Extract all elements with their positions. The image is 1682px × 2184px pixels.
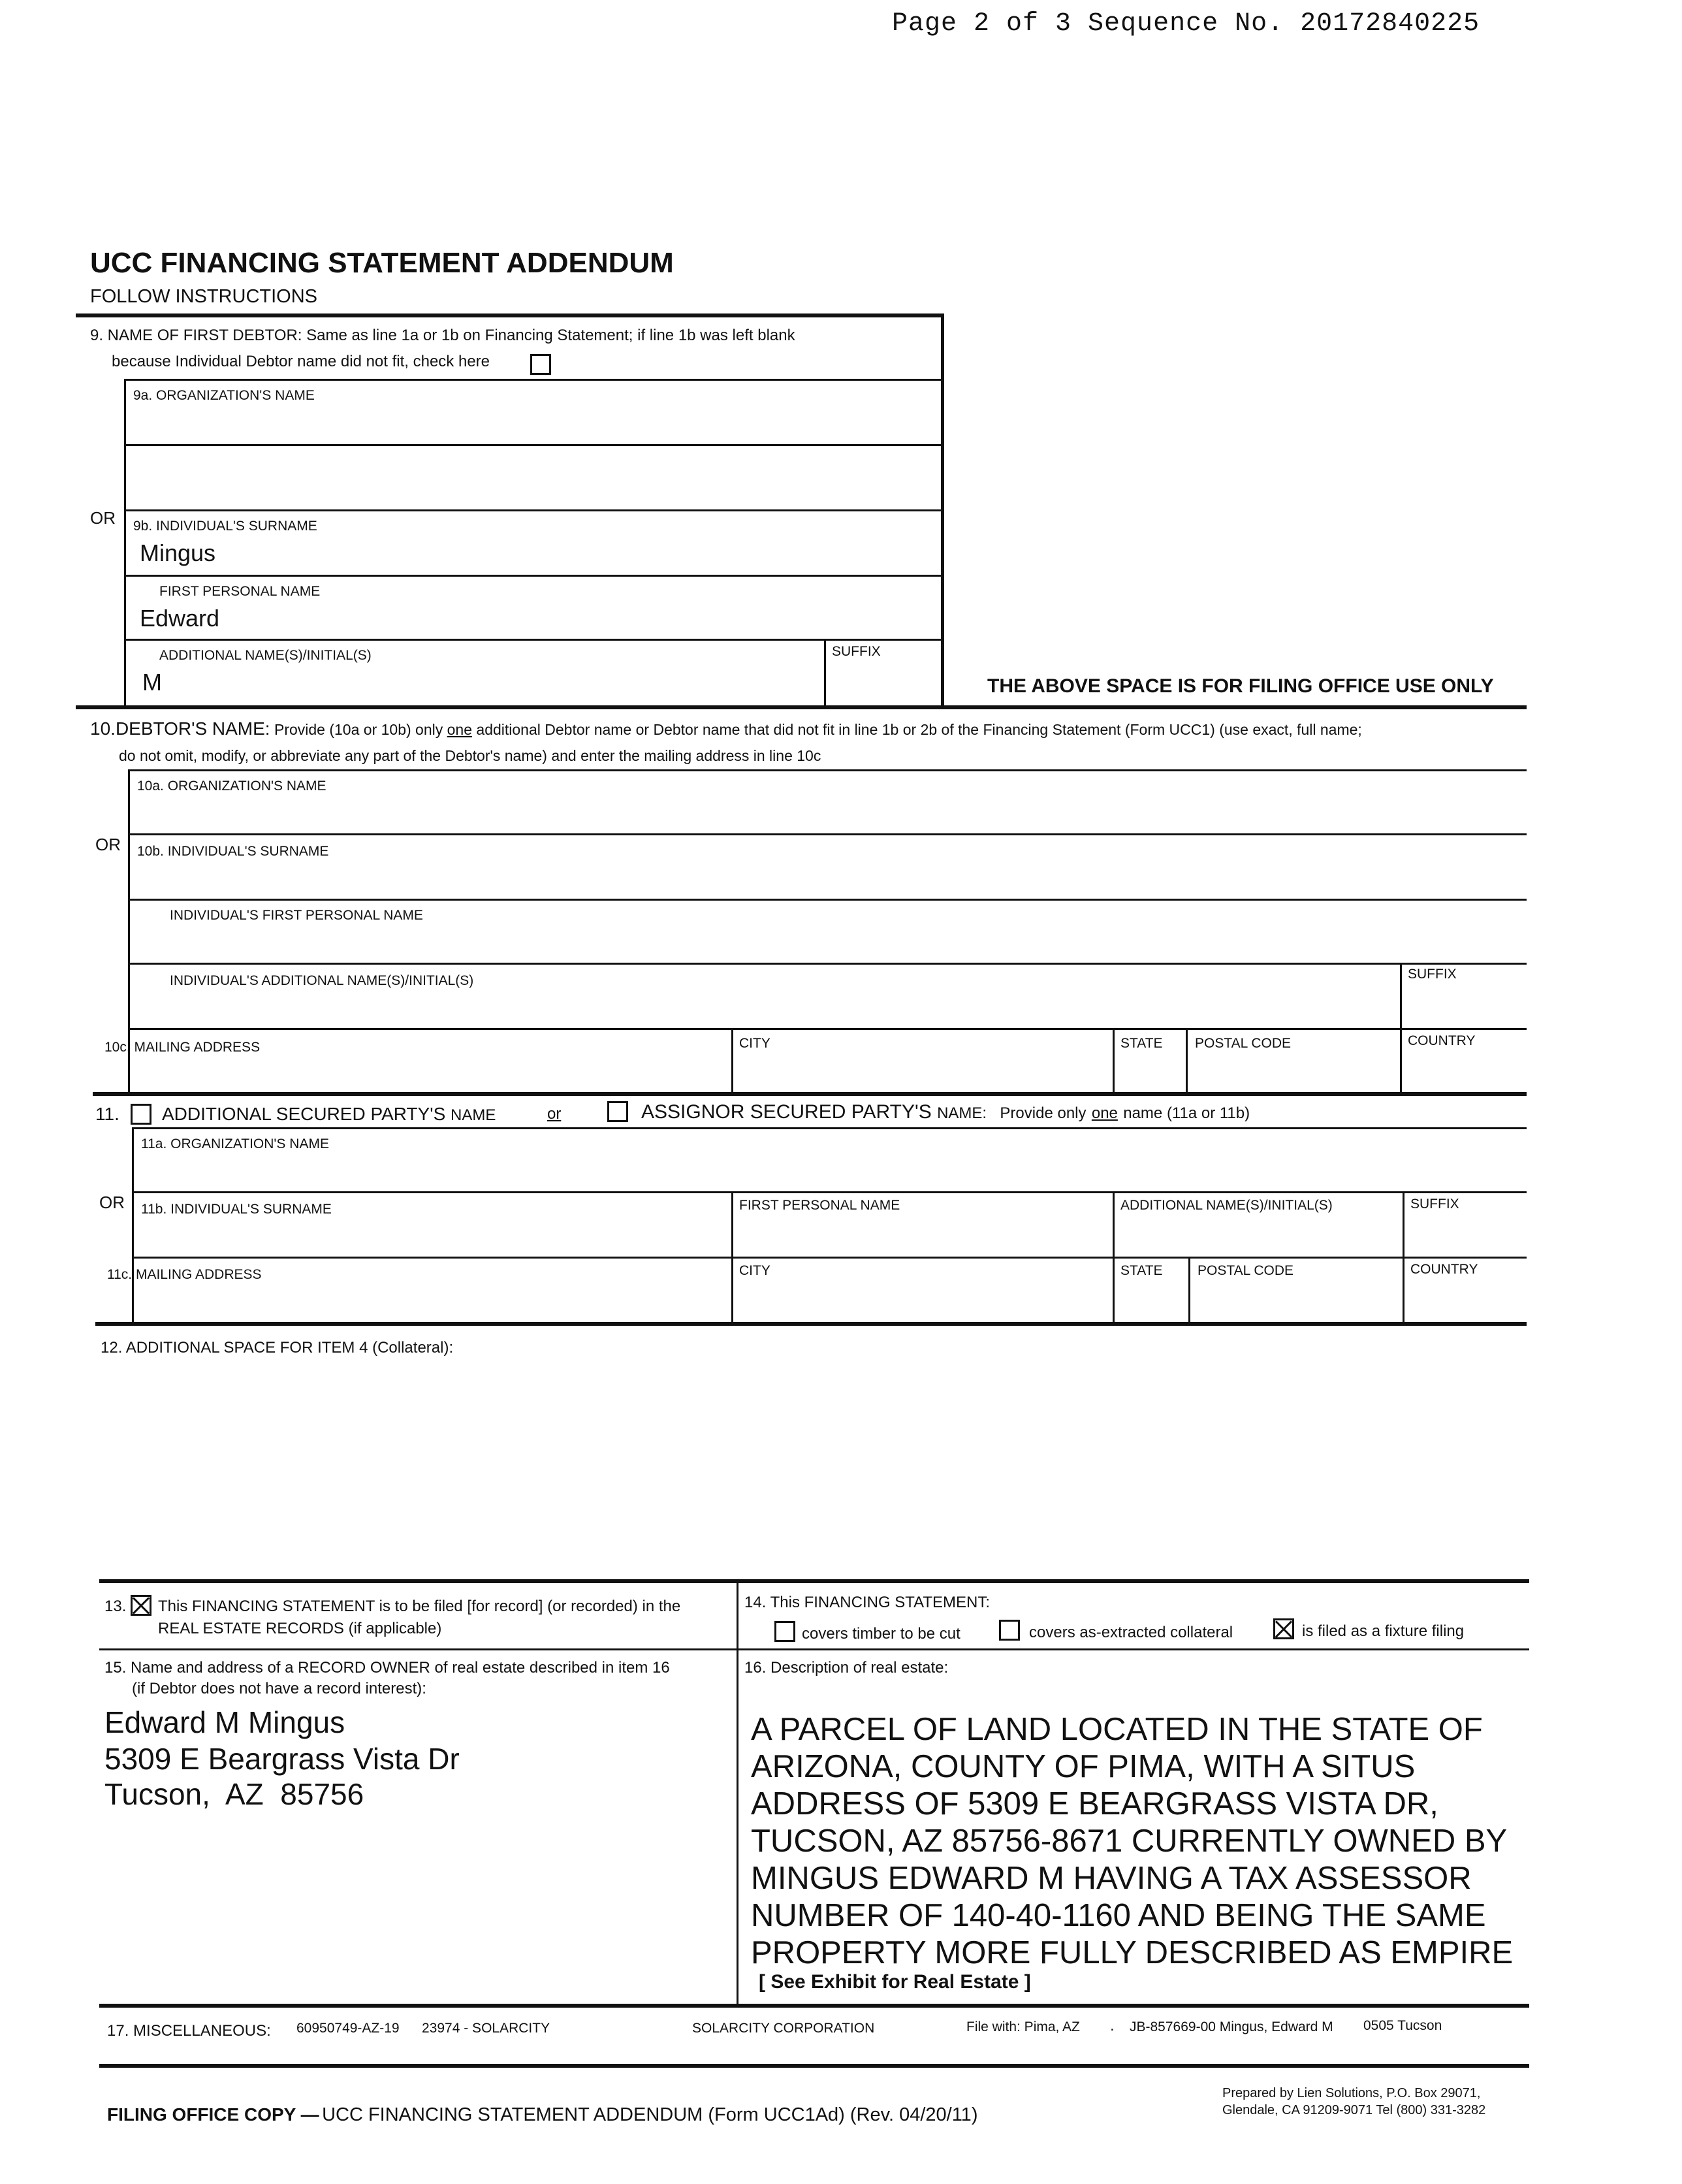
item11-num: 11. — [95, 1104, 119, 1124]
item16-desc-line: A PARCEL OF LAND LOCATED IN THE STATE OF — [751, 1712, 1483, 1747]
item11-or-word: or — [547, 1105, 562, 1123]
item14-timber-checkbox[interactable] — [774, 1621, 795, 1642]
item11-state-divider — [1113, 1257, 1115, 1322]
item9a-label: 9a. ORGANIZATION'S NAME — [133, 388, 315, 403]
item16-desc-line: MINGUS EDWARD M HAVING A TAX ASSESSOR — [751, 1861, 1472, 1896]
item13-checkbox[interactable] — [131, 1595, 151, 1616]
item15-line1: 15. Name and address of a RECORD OWNER of real estate described in item 16 — [104, 1659, 670, 1677]
item10-num: 10. — [90, 718, 116, 739]
item11-first-name-label: FIRST PERSONAL NAME — [739, 1198, 900, 1213]
item16-desc-line: PROPERTY MORE FULLY DESCRIBED AS EMPIRE — [751, 1935, 1514, 1970]
item11-provide-b: name (11a or 11b) — [1123, 1104, 1250, 1122]
item11-name-colon: NAME: — [937, 1104, 987, 1122]
item10b-label: 10b. INDIVIDUAL'S SURNAME — [137, 844, 329, 859]
item10-row-b-top — [128, 833, 1527, 835]
item11-row-c-top — [132, 1257, 1527, 1259]
item9-heading-line1: 9. NAME OF FIRST DEBTOR: Same as line 1a or 1b on Financing Statement; if line 1b was left blank — [90, 327, 795, 344]
item11-row-a-top — [132, 1127, 1527, 1129]
item11-or-label: OR — [99, 1193, 125, 1212]
footer-prepared-line2: Glendale, CA 91209-9071 Tel (800) 331-3282 — [1222, 2103, 1486, 2117]
item10-or-label: OR — [95, 835, 121, 854]
item16-desc-line: ARIZONA, COUNTY OF PIMA, WITH A SITUS — [751, 1749, 1416, 1784]
item13-top-border — [99, 1579, 1529, 1583]
item9-row-divider-e — [124, 639, 942, 641]
item10-heading-title: DEBTOR'S NAME: — [115, 718, 270, 739]
item17-jb: JB-857669-00 Mingus, Edward M — [1130, 2019, 1333, 2034]
footer-copy-label: FILING OFFICE COPY — — [107, 2104, 319, 2125]
item11-additional-checkbox[interactable] — [131, 1104, 151, 1125]
item11-city-label: CITY — [739, 1263, 770, 1278]
item14-extracted-label: covers as-extracted collateral — [1029, 1624, 1233, 1641]
item14-fixture-checkbox[interactable] — [1273, 1618, 1294, 1639]
item12-label: 12. ADDITIONAL SPACE FOR ITEM 4 (Collateral): — [101, 1339, 454, 1357]
item15-line2: (if Debtor does not have a record interest): — [132, 1680, 426, 1697]
item11-suffix-divider — [1403, 1191, 1404, 1257]
item10-heading — [90, 718, 1362, 739]
item9-suffix-label: SUFFIX — [832, 644, 881, 659]
item11-name-word: NAME — [451, 1106, 496, 1124]
item11-assignor-label — [641, 1101, 1250, 1123]
item11-top-border — [93, 1092, 1527, 1096]
item10-heading-one: one — [447, 721, 473, 738]
item10a-label: 10a. ORGANIZATION'S NAME — [137, 779, 326, 794]
item17-top-border — [99, 2004, 1529, 2008]
item11-left-border — [132, 1127, 134, 1323]
item9-row-divider-d — [124, 575, 942, 577]
item16-description — [751, 1711, 1513, 1972]
item16-label: 16. Description of real estate: — [744, 1659, 949, 1677]
item10-heading-rest-a: Provide (10a or 10b) only — [274, 721, 443, 738]
item12-top-border — [95, 1322, 1527, 1326]
item10-postal-label: POSTAL CODE — [1195, 1036, 1292, 1051]
form-title: UCC FINANCING STATEMENT ADDENDUM — [90, 247, 674, 279]
item10-city-divider — [731, 1028, 733, 1093]
filing-office-note: THE ABOVE SPACE IS FOR FILING OFFICE USE ONLY — [987, 675, 1494, 697]
item16-desc-line: TUCSON, AZ 85756-8671 CURRENTLY OWNED BY — [751, 1823, 1508, 1859]
item11-country-label: COUNTRY — [1410, 1262, 1478, 1277]
footer-form-name: UCC FINANCING STATEMENT ADDENDUM (Form UCC1Ad) (Rev. 04/20/11) — [322, 2104, 978, 2125]
item10-first-name-label: INDIVIDUAL'S FIRST PERSONAL NAME — [170, 908, 423, 923]
item9-row-divider-a — [124, 379, 942, 381]
item11-postal-label: POSTAL CODE — [1198, 1263, 1294, 1278]
footer-prepared-line1: Prepared by Lien Solutions, P.O. Box 29071, — [1222, 2086, 1481, 2100]
item17-label: 17. MISCELLANEOUS: — [107, 2022, 271, 2040]
item16-exhibit-note: [ See Exhibit for Real Estate ] — [759, 1971, 1031, 1993]
item15-top-border — [99, 1648, 1529, 1650]
item10-row-a-top — [128, 769, 1527, 771]
item11-additional-word: ADDITIONAL — [162, 1104, 271, 1124]
item13-14-divider — [737, 1579, 738, 2005]
item9-first-name-label: FIRST PERSONAL NAME — [159, 584, 321, 599]
item17-ref: 60950749-AZ-19 — [296, 2021, 400, 2036]
item11-postal-divider — [1188, 1257, 1190, 1322]
item9-first-name-value: Edward — [140, 605, 220, 632]
item11-suffix-label: SUFFIX — [1410, 1196, 1459, 1212]
item14-extracted-checkbox[interactable] — [999, 1620, 1020, 1641]
item15-owner-street: 5309 E Beargrass Vista Dr — [104, 1742, 460, 1776]
item10-suffix-label: SUFFIX — [1408, 967, 1457, 982]
item13-line1: This FINANCING STATEMENT is to be filed [for record] (or recorded) in the — [158, 1598, 681, 1615]
footer-form-label — [107, 2104, 977, 2126]
item11-first-divider — [731, 1191, 733, 1257]
item11-row-b-top — [132, 1191, 1527, 1193]
item11c-mailing-label: 11c. MAILING ADDRESS — [107, 1267, 262, 1282]
item10-suffix-divider — [1400, 963, 1402, 1028]
item11-additional-label — [162, 1104, 496, 1125]
item14-label: 14. This FINANCING STATEMENT: — [744, 1594, 991, 1611]
item10c-mailing-label: 10c. MAILING ADDRESS — [104, 1040, 261, 1055]
item13-line2: REAL ESTATE RECORDS (if applicable) — [158, 1620, 442, 1637]
item10-row-d-top — [128, 963, 1527, 965]
item10-country-label: COUNTRY — [1408, 1033, 1476, 1048]
item10-state-divider — [1113, 1028, 1115, 1093]
follow-instructions: FOLLOW INSTRUCTIONS — [90, 286, 318, 307]
item11-secured-party-word: SECURED PARTY'S — [276, 1104, 446, 1124]
item11-city-divider — [731, 1257, 733, 1322]
item9-left-border — [124, 379, 126, 705]
item9-additional-name-label: ADDITIONAL NAME(S)/INITIAL(S) — [159, 648, 372, 663]
item9-top-border — [76, 313, 944, 317]
item9-row-divider-b — [124, 444, 942, 446]
item17-bullet: . — [1110, 2017, 1115, 2034]
item10-state-label: STATE — [1120, 1036, 1163, 1051]
item9b-label: 9b. INDIVIDUAL'S SURNAME — [133, 519, 317, 534]
item10-row-c-top — [128, 899, 1527, 901]
item9b-surname-value: Mingus — [140, 539, 216, 566]
item10-heading-rest-b: additional Debtor name or Debtor name that did not fit in line 1b or 2b of the Financing Statement (Form UCC1) (use exact, full name; — [476, 721, 1362, 738]
item17-office: 0505 Tucson — [1363, 2018, 1442, 2033]
item10-row-e-top — [128, 1028, 1527, 1030]
item17-company: SOLARCITY CORPORATION — [692, 2021, 875, 2036]
item17-file-with: File with: Pima, AZ — [966, 2019, 1080, 2034]
item14-timber-label: covers timber to be cut — [802, 1625, 960, 1643]
item11a-label: 11a. ORGANIZATION'S NAME — [141, 1136, 329, 1151]
item10-country-divider — [1400, 1028, 1402, 1093]
item11-provide-a: Provide only — [1000, 1104, 1087, 1122]
item11-assignor-words: ASSIGNOR SECURED PARTY'S — [641, 1101, 932, 1123]
item11-additional-name-label: ADDITIONAL NAME(S)/INITIAL(S) — [1120, 1198, 1333, 1213]
item13-num: 13. — [104, 1598, 127, 1615]
item11-state-label: STATE — [1120, 1263, 1163, 1278]
item11-assignor-checkbox[interactable] — [607, 1101, 628, 1122]
item10-heading-line2: do not omit, modify, or abbreviate any part of the Debtor's name) and enter the mailing address in line 10c — [119, 747, 821, 764]
item17-code: 23974 - SOLARCITY — [422, 2021, 550, 2036]
item16-desc-line: NUMBER OF 140-40-1160 AND BEING THE SAME — [751, 1898, 1486, 1933]
item15-owner-city: Tucson, AZ 85756 — [104, 1777, 364, 1811]
item10-city-label: CITY — [739, 1036, 770, 1051]
item10-postal-divider — [1186, 1028, 1188, 1093]
item16-desc-line: ADDRESS OF 5309 E BEARGRASS VISTA DR, — [751, 1786, 1438, 1822]
item9-heading-line2: because Individual Debtor name did not fit, check here — [112, 353, 490, 370]
item11-provide-one: one — [1091, 1104, 1118, 1122]
page-sequence-header: Page 2 of 3 Sequence No. 20172840225 — [892, 9, 1480, 39]
item9-or-label: OR — [90, 508, 116, 528]
item11b-label: 11b. INDIVIDUAL'S SURNAME — [141, 1202, 332, 1217]
item17-bottom-border — [99, 2064, 1529, 2068]
item9-checkbox[interactable] — [530, 354, 551, 375]
item9-additional-name-value: M — [142, 669, 162, 696]
item11-additional-divider — [1113, 1191, 1115, 1257]
item10-top-border — [76, 705, 1527, 709]
item15-owner-name: Edward M Mingus — [104, 1705, 345, 1739]
item10-additional-name-label: INDIVIDUAL'S ADDITIONAL NAME(S)/INITIAL(S) — [170, 973, 474, 988]
item9-suffix-divider — [824, 639, 826, 705]
item14-fixture-label: is filed as a fixture filing — [1302, 1622, 1465, 1640]
item11-country-divider — [1403, 1257, 1404, 1322]
item9-row-divider-c — [124, 509, 942, 511]
